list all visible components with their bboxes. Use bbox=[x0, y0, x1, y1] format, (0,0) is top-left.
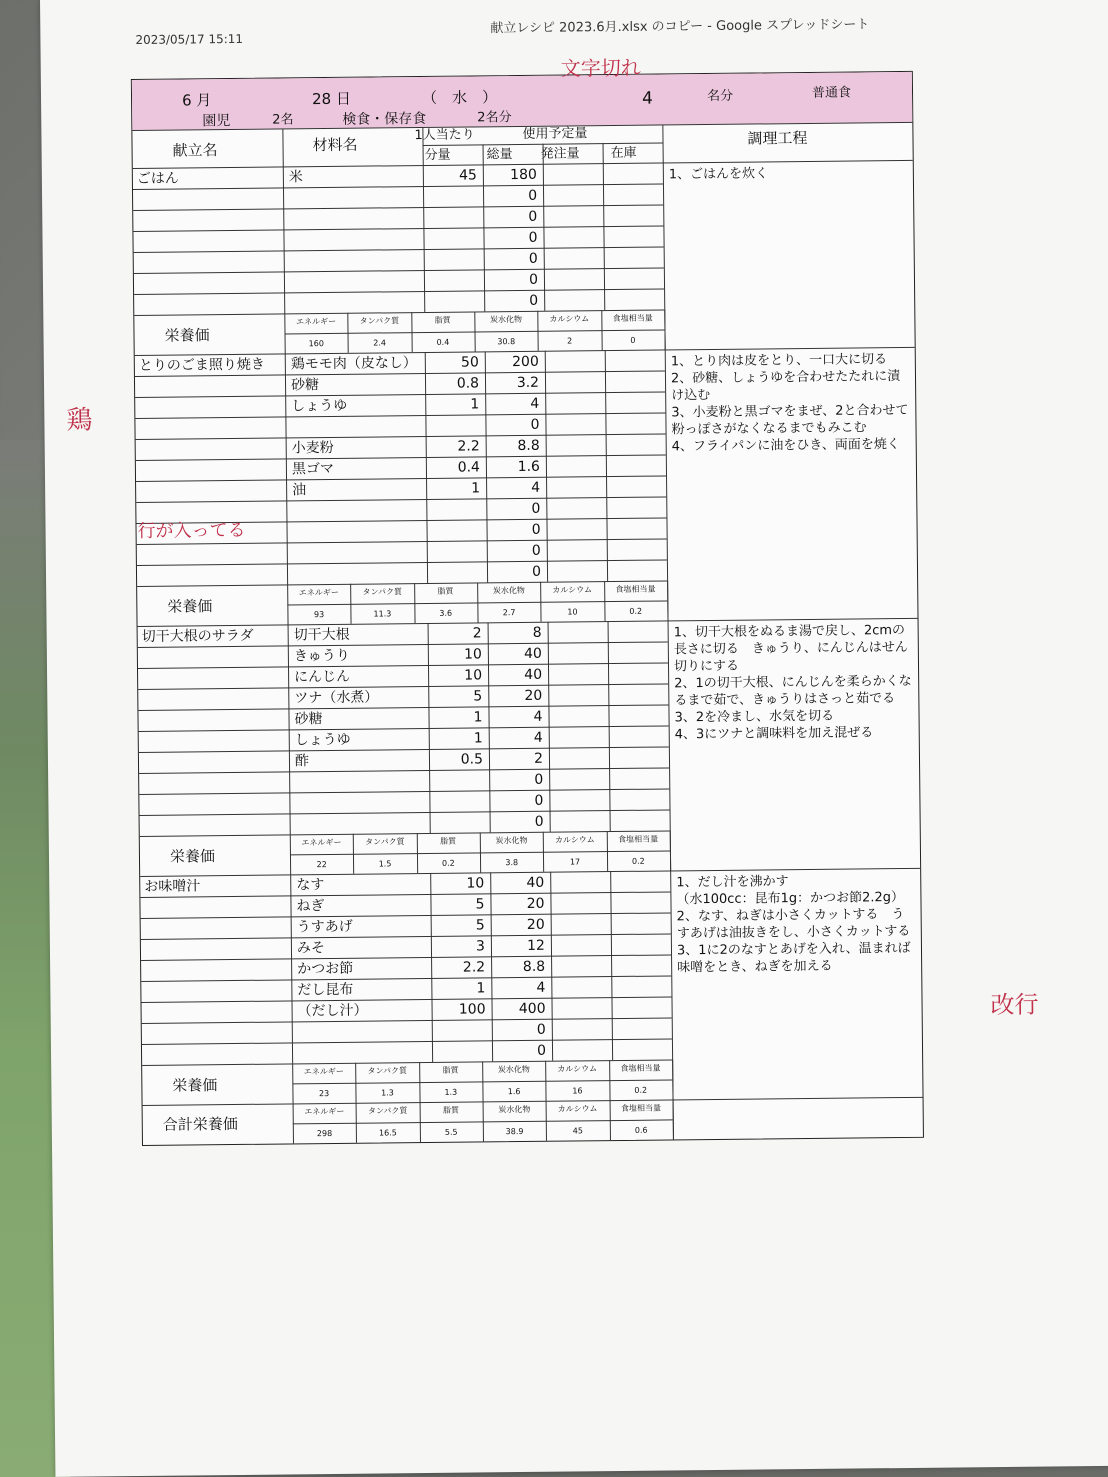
total-qty: 20 bbox=[524, 687, 543, 704]
total-qty: 0 bbox=[532, 563, 542, 580]
grid-line bbox=[143, 1097, 923, 1106]
nutrient-header: 食塩相当量 bbox=[620, 1103, 661, 1113]
nutrient-header: タンパク質 bbox=[365, 837, 405, 847]
nutrient-header: 脂質 bbox=[437, 586, 454, 596]
grid-line bbox=[282, 128, 283, 166]
nutrient-value: 10 bbox=[567, 607, 578, 617]
total-nutrient-value: 38.9 bbox=[505, 1126, 524, 1137]
nutrient-value: 30.8 bbox=[497, 337, 516, 347]
portion-qty bbox=[432, 1023, 486, 1024]
portion-qty: 3 bbox=[475, 938, 486, 955]
grid-line bbox=[603, 143, 604, 163]
total-qty: 4 bbox=[533, 708, 543, 725]
nutrient-header: タンパク質 bbox=[367, 1066, 407, 1076]
grid-line bbox=[140, 891, 670, 898]
portion-qty bbox=[424, 273, 478, 274]
ingredient-name: 砂糖 bbox=[290, 377, 320, 394]
nutrient-header: 炭水化物 bbox=[495, 835, 528, 846]
col-total: 総量 bbox=[486, 147, 513, 163]
ingredient-name: かつお節 bbox=[297, 960, 354, 978]
nutrient-value: 22 bbox=[316, 860, 327, 870]
grid-line bbox=[290, 874, 293, 1063]
portion-qty bbox=[429, 773, 483, 774]
ingredient-name: 切干大根 bbox=[293, 626, 350, 644]
nutrient-value: 17 bbox=[569, 857, 581, 867]
ingredient-name: しょうゆ bbox=[294, 731, 351, 749]
nutrient-header: エネルギー bbox=[295, 316, 337, 327]
ingredient-name: ねぎ bbox=[296, 898, 325, 915]
nutrient-header: カルシウム bbox=[549, 314, 590, 324]
doc-title: 献立レシピ 2023.6月.xlsx のコピー - Google スプレッドシート bbox=[490, 17, 870, 37]
nutrient-header: カルシウム bbox=[554, 835, 595, 845]
nutrient-header: 脂質 bbox=[440, 836, 457, 846]
portion-qty: 2.2 bbox=[457, 438, 480, 455]
grid-line bbox=[133, 225, 663, 232]
nutrient-header: 脂質 bbox=[434, 315, 451, 325]
ingredient-name: 酢 bbox=[294, 753, 310, 770]
grid-line bbox=[133, 183, 663, 190]
nutrient-value: 0.2 bbox=[441, 858, 455, 868]
annotation-gyo-haitteru: 行が入ってる bbox=[137, 519, 246, 543]
nutrient-value: 0.2 bbox=[631, 856, 645, 866]
portion-qty: 1 bbox=[471, 480, 481, 497]
ingredient-name: なす bbox=[296, 877, 325, 894]
nutrient-header: カルシウム bbox=[557, 1064, 598, 1074]
col-order: 発注量 bbox=[540, 146, 580, 162]
nutrient-header: 食塩相当量 bbox=[615, 584, 656, 595]
nutrient-header: 脂質 bbox=[442, 1105, 460, 1115]
nutrient-header: 食塩相当量 bbox=[612, 313, 653, 324]
month: 6 月 bbox=[181, 91, 212, 110]
total-qty: 1.6 bbox=[517, 458, 540, 476]
portion-qty: 2 bbox=[472, 625, 482, 642]
grid-line bbox=[423, 165, 426, 312]
portion-qty: 1 bbox=[470, 396, 480, 413]
portion-qty: 1 bbox=[473, 709, 483, 726]
process-text: 1、ごはんを炊く bbox=[668, 166, 769, 183]
grid-line bbox=[283, 166, 286, 313]
grid-line bbox=[135, 412, 665, 419]
col-stock: 在庫 bbox=[610, 145, 637, 162]
nutrient-value: 0.2 bbox=[634, 1085, 648, 1095]
grid-line bbox=[141, 954, 671, 961]
portion-qty: 5 bbox=[475, 917, 485, 934]
total-qty: 0 bbox=[528, 250, 538, 267]
nutrient-value: 1.5 bbox=[378, 859, 392, 869]
total-qty: 4 bbox=[533, 729, 543, 746]
dish-name: ごはん bbox=[136, 170, 179, 187]
nutrient-header: 食塩相当量 bbox=[620, 1063, 661, 1073]
portion-qty: 5 bbox=[473, 688, 483, 705]
total-qty: 0 bbox=[534, 771, 544, 788]
nutrient-header: 炭水化物 bbox=[498, 1104, 531, 1115]
nutrition-label: 栄養価 bbox=[164, 326, 210, 345]
ingredient-name: 小麦粉 bbox=[291, 439, 334, 457]
grid-line bbox=[139, 788, 669, 795]
portion-qty: 1 bbox=[476, 980, 486, 997]
nutrient-value: 1.6 bbox=[507, 1087, 521, 1097]
meal-type: 普通食 bbox=[811, 85, 852, 101]
grid-line bbox=[138, 704, 668, 711]
total-qty: 180 bbox=[510, 166, 537, 184]
grid-line bbox=[134, 267, 664, 274]
nutrient-header: 炭水化物 bbox=[497, 1064, 530, 1075]
total-qty: 0 bbox=[528, 208, 538, 225]
nutrient-value: 3.8 bbox=[505, 858, 519, 868]
nutrient-header: エネルギー bbox=[301, 837, 342, 848]
grid-line bbox=[138, 683, 668, 690]
total-qty: 0 bbox=[537, 1042, 547, 1059]
total-qty: 0 bbox=[531, 500, 541, 517]
ingredient-name: （だし汁） bbox=[297, 1002, 368, 1020]
nutrient-value: 0.4 bbox=[436, 337, 450, 347]
grid-line bbox=[550, 872, 553, 1061]
col-menu: 献立名 bbox=[172, 141, 218, 160]
portion-qty bbox=[427, 544, 481, 545]
portion-qty: 0.5 bbox=[460, 751, 484, 768]
ingredient-name: 鶏モモ肉（皮なし） bbox=[290, 355, 417, 373]
total-qty: 40 bbox=[526, 874, 545, 891]
total-qty: 2 bbox=[533, 750, 544, 767]
nutrient-value: 0 bbox=[630, 335, 636, 345]
dish-name: とりのごま照り焼き bbox=[138, 356, 265, 374]
ingredient-name: しょうゆ bbox=[291, 397, 348, 415]
ingredient-name: だし昆布 bbox=[297, 981, 354, 999]
portion-qty bbox=[423, 189, 477, 190]
ingredient-name: 黒ゴマ bbox=[291, 460, 335, 478]
nutrient-header: エネルギー bbox=[304, 1106, 345, 1117]
nutrient-value: 0.2 bbox=[629, 606, 643, 616]
portion-qty: 0.8 bbox=[456, 375, 480, 392]
total-qty: 8 bbox=[532, 624, 542, 641]
nutrient-value: 3.6 bbox=[439, 608, 453, 618]
grid-line bbox=[136, 433, 666, 440]
grid-line bbox=[133, 204, 663, 211]
process-text: 1、だし汁を沸かす （水100cc：昆布1g：かつお節2.2g） 2、なす、ねぎは小さくカットする うすあげは油抜きをし、小さくカットする 3、1に2のなすとあげを入れ、温まれば味噌をとき、ねぎを加える bbox=[676, 874, 911, 976]
dish-name: 切干大根のサラダ bbox=[141, 627, 254, 645]
inspection-label: 検食・保存食 bbox=[342, 110, 427, 128]
nutrition-label: 栄養価 bbox=[169, 847, 216, 866]
grid-line bbox=[605, 350, 608, 581]
grid-line bbox=[134, 288, 664, 295]
total-qty: 4 bbox=[531, 479, 541, 496]
total-qty: 20 bbox=[526, 916, 545, 933]
col-per-person: 1人当たり bbox=[414, 127, 475, 144]
ingredient-name: にんじん bbox=[294, 668, 351, 686]
grid-line bbox=[136, 496, 666, 503]
portion-qty bbox=[426, 502, 480, 503]
grid-line bbox=[543, 164, 546, 311]
nutrient-header: エネルギー bbox=[298, 587, 339, 598]
grid-line bbox=[141, 933, 671, 940]
total-qty: 40 bbox=[524, 666, 543, 683]
dish-name: お味噌汁 bbox=[144, 878, 201, 895]
nutrient-value: 2.4 bbox=[373, 338, 387, 348]
inspection-count: 2名分 bbox=[477, 110, 512, 126]
grid-line bbox=[142, 1038, 672, 1045]
total-qty: 0 bbox=[530, 416, 540, 433]
ingredient-name: 米 bbox=[288, 169, 303, 186]
grid-line bbox=[668, 620, 672, 870]
nutrient-header: タンパク質 bbox=[362, 587, 402, 597]
portion-qty: 0.4 bbox=[457, 459, 481, 476]
grid-line bbox=[138, 662, 668, 669]
portion-qty bbox=[425, 418, 479, 419]
count: 4 bbox=[641, 88, 653, 109]
total-nutrient-value: 45 bbox=[572, 1126, 583, 1136]
grid-line bbox=[610, 871, 613, 1060]
total-nutrient-value: 298 bbox=[316, 1129, 333, 1139]
total-qty: 400 bbox=[518, 1000, 546, 1018]
nutrient-header: エネルギー bbox=[303, 1066, 344, 1077]
recipe-sheet bbox=[131, 71, 924, 1146]
portion-qty: 5 bbox=[475, 896, 485, 913]
portion-qty bbox=[423, 210, 477, 211]
grid-line bbox=[545, 351, 548, 582]
nutrient-header: カルシウム bbox=[552, 585, 593, 595]
total-qty: 0 bbox=[528, 229, 538, 246]
col-planned: 使用予定量 bbox=[522, 126, 588, 142]
children-count: 2名 bbox=[272, 112, 294, 128]
grid-line bbox=[136, 454, 666, 461]
total-qty: 12 bbox=[527, 937, 546, 954]
process-text: 1、とり肉は皮をとり、一口大に切る 2、砂糖、しょうゆを合わせたたれに漬け込む 3、小麦粉と黒ゴマをまぜ、2と合わせて粉っぽさがなくなるまでもみこむ 4、フライパンに油をひき、両面を焼く bbox=[670, 352, 909, 455]
grid-line bbox=[285, 353, 288, 584]
grid-line bbox=[141, 996, 671, 1003]
total-qty: 0 bbox=[534, 813, 544, 830]
nutrient-value: 1.3 bbox=[444, 1087, 458, 1097]
ingredient-name: 砂糖 bbox=[294, 711, 323, 728]
total-nutrient-value: 16.5 bbox=[378, 1128, 397, 1138]
portion-qty: 10 bbox=[463, 646, 482, 663]
nutrient-value: 2.7 bbox=[502, 608, 516, 618]
portion-qty: 50 bbox=[460, 354, 479, 371]
ingredient-name: みそ bbox=[296, 940, 326, 957]
ingredient-name: きゅうり bbox=[293, 647, 350, 665]
portion-qty: 10 bbox=[464, 667, 483, 684]
grid-line bbox=[673, 1099, 674, 1139]
total-qty: 200 bbox=[511, 353, 539, 371]
portion-qty: 100 bbox=[458, 1001, 486, 1018]
total-qty: 4 bbox=[536, 979, 546, 996]
nutrition-label: 栄養価 bbox=[167, 597, 213, 616]
grid-line bbox=[543, 144, 544, 164]
portion-qty bbox=[424, 252, 478, 253]
portion-qty bbox=[432, 1044, 486, 1045]
nutrient-value: 23 bbox=[318, 1089, 330, 1099]
grid-line bbox=[139, 725, 669, 732]
nutrition-label: 栄養価 bbox=[172, 1076, 218, 1095]
portion-qty: 45 bbox=[458, 167, 477, 184]
total-qty: 3.2 bbox=[516, 374, 540, 392]
nutrient-header: タンパク質 bbox=[359, 316, 400, 326]
printed-page bbox=[40, 0, 1108, 1477]
total-nutrition-label: 合計栄養価 bbox=[162, 1114, 238, 1134]
grid-line bbox=[603, 163, 606, 310]
total-qty: 4 bbox=[530, 395, 540, 412]
grid-line bbox=[135, 391, 665, 398]
grid-line bbox=[134, 246, 664, 253]
grid-line bbox=[141, 912, 671, 919]
total-qty: 0 bbox=[536, 1021, 546, 1038]
ingredient-name: うすあげ bbox=[296, 918, 353, 936]
grid-line bbox=[137, 559, 667, 566]
portion-qty: 2.2 bbox=[462, 959, 486, 976]
portion-qty bbox=[423, 231, 477, 232]
total-qty: 8.8 bbox=[517, 437, 540, 455]
total-qty: 0 bbox=[529, 292, 539, 309]
portion-qty: 1 bbox=[473, 730, 483, 747]
nutrient-value: 1.3 bbox=[381, 1088, 394, 1098]
total-qty: 0 bbox=[531, 521, 541, 538]
process-text: 1、切干大根をぬるま湯で戻し、2cmの長さに切る きゅうり、にんじんはせん切りにする 2、1の切干大根、にんじんを柔らかくなるまで茹で、きゅうりはさっと茹でる 3、2を冷まし、水気を切る 4、3にツナと調味料を加え混ぜる bbox=[673, 622, 912, 743]
portion-qty: 10 bbox=[466, 875, 485, 892]
nutrient-header: 食塩相当量 bbox=[618, 834, 659, 844]
nutrient-value: 16 bbox=[572, 1086, 583, 1096]
total-qty: 0 bbox=[531, 542, 541, 559]
total-qty: 40 bbox=[523, 645, 542, 662]
nutrient-value: 93 bbox=[313, 610, 325, 620]
portion-qty bbox=[430, 815, 484, 816]
total-qty: 0 bbox=[528, 271, 539, 288]
nutrient-header: 脂質 bbox=[442, 1065, 459, 1075]
nutrient-header: 炭水化物 bbox=[489, 314, 523, 325]
nutrient-value: 2 bbox=[566, 336, 573, 346]
total-nutrient-value: 0.6 bbox=[634, 1125, 648, 1135]
annotation-kaigyo: 改行 bbox=[990, 990, 1039, 1020]
grid-line bbox=[483, 144, 484, 164]
total-qty: 8.8 bbox=[522, 958, 546, 975]
grid-line bbox=[139, 767, 669, 774]
nutrient-value: 11.3 bbox=[373, 609, 392, 619]
ingredient-name: 油 bbox=[292, 482, 307, 499]
col-process: 調理工程 bbox=[747, 128, 808, 148]
nutrient-header: 炭水化物 bbox=[492, 585, 525, 596]
total-nutrient-value: 5.5 bbox=[444, 1127, 458, 1137]
portion-qty bbox=[424, 294, 478, 295]
children-label: 園児 bbox=[202, 113, 231, 130]
portion-qty bbox=[427, 523, 481, 524]
portion-qty bbox=[429, 794, 483, 795]
grid-line bbox=[141, 975, 671, 982]
annotation-moji-kire: 文字切れ bbox=[560, 55, 641, 81]
total-qty: 20 bbox=[526, 895, 545, 912]
total-qty: 0 bbox=[534, 792, 544, 809]
nutrient-header: カルシウム bbox=[557, 1104, 598, 1114]
col-ingredient: 材料名 bbox=[312, 135, 358, 155]
print-date: 2023/05/17 15:11 bbox=[135, 31, 244, 48]
grid-line bbox=[140, 809, 670, 816]
grid-line bbox=[139, 746, 669, 753]
ingredient-name: ツナ（水煮） bbox=[294, 689, 379, 707]
count-unit: 名分 bbox=[706, 88, 734, 105]
nutrient-value: 160 bbox=[308, 339, 324, 349]
portion-qty bbox=[427, 565, 481, 566]
day: 28 日 bbox=[311, 89, 352, 109]
grid-line bbox=[662, 124, 663, 162]
total-qty: 0 bbox=[528, 187, 538, 204]
grid-line bbox=[142, 1017, 672, 1024]
header-band bbox=[132, 72, 912, 130]
nutrient-header: タンパク質 bbox=[367, 1106, 408, 1116]
grid-line bbox=[136, 475, 666, 482]
col-portion: 分量 bbox=[424, 147, 451, 163]
annotation-tori: 鶏 bbox=[66, 405, 93, 436]
weekday: （ 水 ） bbox=[421, 88, 498, 108]
